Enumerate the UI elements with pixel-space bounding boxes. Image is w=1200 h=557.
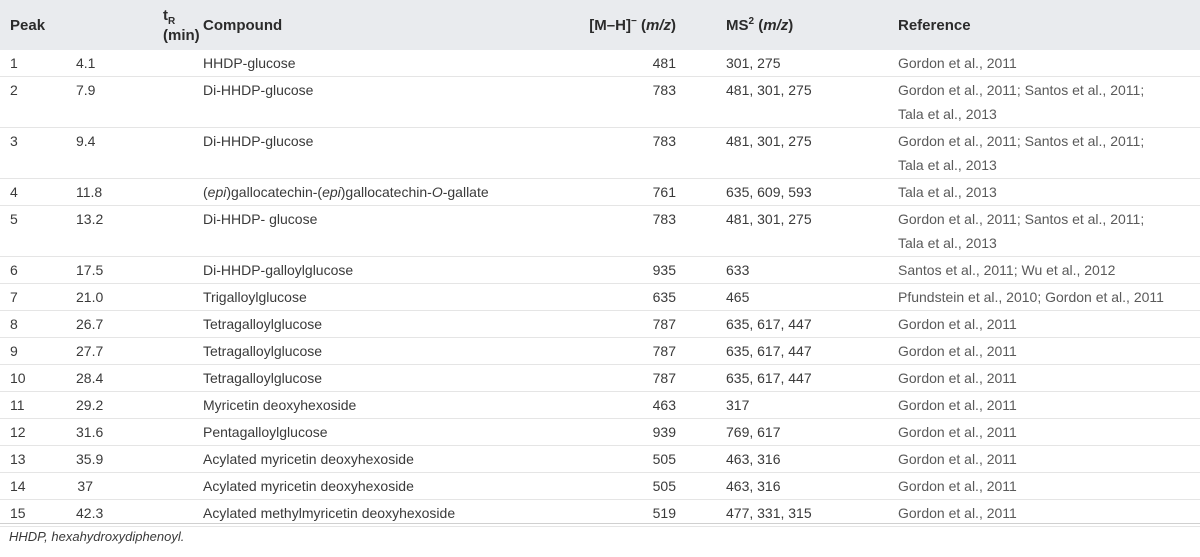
table-row [0, 392, 1200, 419]
reference-line: Gordon et al., 2011 [898, 343, 1017, 359]
table-row [0, 257, 1200, 284]
cell-compound: HHDP-glucose [203, 55, 296, 71]
table-row [0, 419, 1200, 446]
reference-line: Gordon et al., 2011 [898, 397, 1017, 413]
reference-line: Gordon et al., 2011 [898, 451, 1017, 467]
header-mh-unit: (m/z) [640, 17, 676, 34]
compound-part: epi [207, 184, 227, 200]
reference-line: Gordon et al., 2011 [898, 55, 1017, 71]
cell-reference [883, 206, 1200, 257]
cell-compound: Tetragalloylglucose [203, 316, 323, 332]
cell-retention-time: 37 [77, 478, 93, 494]
table-header-row [0, 0, 1200, 50]
cell-compound: Acylated myricetin deoxyhexoside [203, 451, 414, 467]
cell-peak: 15 [10, 505, 26, 521]
cell-retention-time: 21.0 [76, 289, 104, 305]
reference-line: Gordon et al., 2011 [898, 316, 1017, 332]
reference-line: Tala et al., 2013 [898, 235, 997, 251]
cell-retention-time: 7.9 [76, 82, 96, 98]
compound-part: O [431, 184, 443, 200]
cell-compound: Di-HHDP-galloylglucose [203, 262, 354, 278]
header-ms2-unit: (m/z) [758, 17, 794, 34]
cell-ms2: 769, 617 [726, 424, 781, 440]
cell-reference [883, 179, 1200, 206]
cell-ms2: 463, 316 [726, 451, 781, 467]
cell-peak: 1 [10, 55, 18, 71]
cell-retention-time: 9.4 [76, 133, 96, 149]
cell-retention-time: 17.5 [76, 262, 104, 278]
cell-mh: 635 [652, 289, 676, 305]
cell-ms2: 635, 617, 447 [726, 316, 812, 332]
compound-part: -gallate [442, 184, 489, 200]
compound-part: epi [322, 184, 341, 200]
reference-line: Santos et al., 2011; Wu et al., 2012 [898, 262, 1116, 278]
cell-ms2: 481, 301, 275 [726, 211, 812, 227]
table-row [0, 473, 1200, 500]
cell-peak: 11 [10, 397, 25, 413]
cell-ms2: 635, 617, 447 [726, 370, 812, 386]
table-row [0, 77, 1200, 128]
reference-line: Gordon et al., 2011; Santos et al., 2011; [898, 211, 1145, 227]
cell-ms2: 635, 609, 593 [726, 184, 812, 200]
cell-compound [203, 179, 546, 206]
cell-ms2: 481, 301, 275 [726, 82, 812, 98]
table-row [0, 50, 1200, 77]
cell-peak: 7 [10, 289, 18, 305]
compound-part: )gallocatechin- [340, 184, 432, 200]
header-compound: Compound [203, 16, 283, 34]
cell-peak: 8 [10, 316, 18, 332]
compound-part: ( [203, 184, 208, 200]
cell-retention-time: 31.6 [76, 424, 104, 440]
cell-reference [883, 284, 1200, 311]
cell-compound: Acylated methylmyricetin deoxyhexoside [203, 505, 456, 521]
header-peak: Peak [10, 16, 46, 34]
header-retention-time: $t_R$ (min) [163, 6, 200, 44]
cell-mh: 783 [652, 133, 676, 149]
cell-reference [883, 365, 1200, 392]
cell-reference [883, 77, 1200, 128]
cell-peak: 13 [10, 451, 26, 467]
cell-peak: 9 [10, 343, 18, 359]
cell-retention-time: 4.1 [76, 55, 96, 71]
table-row [0, 179, 1200, 206]
reference-line: Tala et al., 2013 [898, 157, 997, 173]
cell-ms2: 463, 316 [726, 478, 781, 494]
cell-mh: 939 [652, 424, 676, 440]
cell-ms2: 301, 275 [726, 55, 781, 71]
cell-retention-time: 26.7 [76, 316, 104, 332]
header-reference: Reference [898, 16, 971, 34]
cell-ms2: 477, 331, 315 [726, 505, 812, 521]
cell-mh: 761 [652, 184, 676, 200]
cell-retention-time: 35.9 [76, 451, 104, 467]
cell-reference [883, 419, 1200, 446]
cell-peak: 10 [10, 370, 26, 386]
cell-reference [883, 128, 1200, 179]
cell-peak: 4 [10, 184, 18, 200]
cell-compound: Di-HHDP-glucose [203, 133, 314, 149]
cell-reference [883, 311, 1200, 338]
reference-line: Gordon et al., 2011 [898, 370, 1017, 386]
cell-reference [883, 473, 1200, 500]
cell-peak: 6 [10, 262, 18, 278]
table-row [0, 338, 1200, 365]
cell-retention-time: 11.8 [76, 184, 103, 200]
cell-reference [883, 50, 1200, 77]
cell-mh: 519 [652, 505, 676, 521]
cell-mh: 935 [652, 262, 676, 278]
reference-line: Tala et al., 2013 [898, 106, 997, 122]
reference-line: Pfundstein et al., 2010; Gordon et al., 2011 [898, 289, 1164, 305]
table-body [0, 50, 1200, 527]
cell-peak: 3 [10, 133, 18, 149]
cell-mh: 783 [652, 211, 676, 227]
cell-compound: Myricetin deoxyhexoside [203, 397, 357, 413]
table-row [0, 284, 1200, 311]
cell-peak: 2 [10, 82, 18, 98]
bottom-rule [0, 523, 1200, 524]
cell-compound: Pentagalloylglucose [203, 424, 328, 440]
cell-peak: 5 [10, 211, 18, 227]
cell-mh: 481 [652, 55, 676, 71]
cell-compound: Tetragalloylglucose [203, 343, 323, 359]
cell-retention-time: 28.4 [76, 370, 104, 386]
cell-ms2: 633 [726, 262, 750, 278]
table-row [0, 365, 1200, 392]
cell-reference [883, 392, 1200, 419]
cell-mh: 505 [652, 478, 676, 494]
cell-compound: Trigalloylglucose [203, 289, 307, 305]
cell-reference [883, 446, 1200, 473]
compound-part: )gallocatechin-( [226, 184, 323, 200]
cell-ms2: 635, 617, 447 [726, 343, 812, 359]
header-ms2: $MS^2$ (m/z) [726, 16, 794, 34]
cell-mh: 787 [652, 370, 676, 386]
reference-line: Gordon et al., 2011; Santos et al., 2011; [898, 133, 1145, 149]
footnote: HHDP, hexahydroxydiphenoyl. [9, 529, 185, 544]
cell-ms2: 465 [726, 289, 750, 305]
cell-ms2: 481, 301, 275 [726, 133, 812, 149]
reference-line: Gordon et al., 2011 [898, 424, 1017, 440]
cell-reference [883, 338, 1200, 365]
cell-compound: Tetragalloylglucose [203, 370, 323, 386]
table-row [0, 128, 1200, 179]
reference-line: Gordon et al., 2011; Santos et al., 2011; [898, 82, 1145, 98]
reference-line: Gordon et al., 2011 [898, 478, 1017, 494]
table-row [0, 311, 1200, 338]
cell-mh: 505 [652, 451, 676, 467]
table-row [0, 446, 1200, 473]
cell-retention-time: 42.3 [76, 505, 104, 521]
cell-peak: 14 [10, 478, 26, 494]
reference-line: Tala et al., 2013 [898, 184, 997, 200]
cell-retention-time: 27.7 [76, 343, 104, 359]
cell-mh: 463 [652, 397, 676, 413]
cell-mh: 787 [652, 316, 676, 332]
cell-compound: Di-HHDP- glucose [203, 211, 318, 227]
cell-peak: 12 [10, 424, 26, 440]
cell-compound: Di-HHDP-glucose [203, 82, 314, 98]
header-mh: [M–H]− (m/z) [589, 16, 676, 34]
reference-line: Gordon et al., 2011 [898, 505, 1017, 521]
table-row [0, 206, 1200, 257]
cell-retention-time: 13.2 [76, 211, 104, 227]
cell-ms2: 317 [726, 397, 750, 413]
cell-mh: 783 [652, 82, 676, 98]
cell-mh: 787 [652, 343, 676, 359]
cell-reference [883, 257, 1200, 284]
cell-retention-time: 29.2 [76, 397, 104, 413]
cell-compound: Acylated myricetin deoxyhexoside [203, 478, 414, 494]
